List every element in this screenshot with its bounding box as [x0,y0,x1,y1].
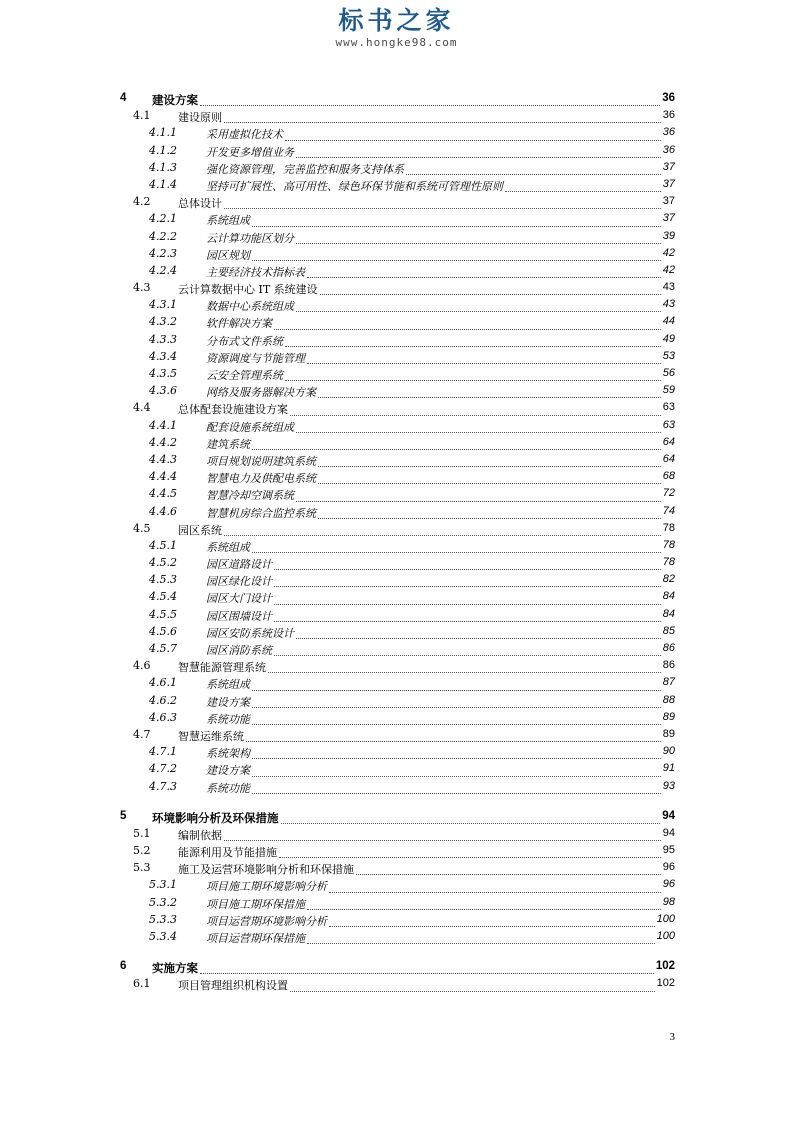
toc-entry[interactable] [0,745,793,762]
toc-entry[interactable] [0,590,793,607]
toc-entry-page: 82 [662,573,675,586]
toc-entry-title: 建设原则 [178,111,222,125]
toc-entry-number: 5.3.3 [149,912,177,926]
toc-entry-title: 园区绿化设计 [206,575,272,589]
toc-entry[interactable] [0,470,793,487]
toc-entry-number: 4.7 [133,727,151,741]
toc-entry-title: 开发更多增值业务 [206,145,294,159]
toc-entry[interactable] [0,896,793,913]
toc-leader-dots [505,191,661,192]
toc-entry-title: 编制依据 [178,828,222,842]
toc-leader-dots [290,991,655,992]
toc-entry[interactable] [0,844,793,861]
toc-entry[interactable] [0,247,793,264]
toc-entry-number: 4.1.4 [149,177,177,191]
toc-leader-dots [224,840,661,841]
toc-entry-page: 91 [662,762,675,775]
toc-entry[interactable] [0,264,793,281]
toc-entry-title: 园区消防系统 [206,644,272,657]
toc-entry[interactable] [0,762,793,779]
toc-entry-page: 59 [662,384,675,397]
toc-entry-title: 施工及运营环境影响分析和环保措施 [178,863,354,877]
toc-entry-title: 系统架构 [206,747,250,761]
toc-entry-number: 5.3.1 [149,878,177,892]
toc-entry-page: 89 [662,710,675,723]
toc-entry[interactable] [0,212,793,229]
toc-entry-page: 36 [662,92,675,104]
toc-entry-page: 86 [662,642,675,654]
toc-entry[interactable] [0,109,793,126]
toc-leader-dots [252,758,661,759]
toc-entry-number: 4.1 [133,109,151,123]
toc-entry-number: 4.2.2 [149,229,177,243]
toc-entry-number: 4.2.3 [149,246,177,260]
toc-leader-dots [274,621,661,622]
page-number: 3 [669,1031,675,1043]
toc-entry[interactable] [0,195,793,212]
toc-entry[interactable] [0,419,793,436]
toc-entry-page: 96 [662,878,675,891]
toc-entry-number: 5 [120,809,127,822]
toc-entry[interactable] [0,608,793,625]
toc-entry[interactable] [0,298,793,315]
toc-entry[interactable] [0,556,793,573]
toc-entry-page: 100 [656,930,675,942]
toc-entry-page: 42 [662,263,675,276]
toc-entry-number: 4.6.3 [149,710,177,724]
toc-entry-title: 资源调度与节能管理 [206,351,305,365]
toc-entry[interactable] [0,960,793,977]
toc-leader-dots [290,415,661,416]
toc-entry[interactable] [0,780,793,797]
toc-entry[interactable] [0,728,793,745]
toc-entry-page: 98 [662,895,675,908]
toc-entry-title: 建设方案 [206,695,250,709]
toc-entry-title: 建设方案 [152,95,198,107]
toc-entry-page: 36 [662,126,675,139]
toc-entry-page: 43 [662,281,675,294]
toc-entry-page: 37 [662,195,675,208]
toc-entry[interactable] [0,505,793,522]
toc-entry[interactable] [0,436,793,453]
toc-leader-dots [318,483,661,484]
toc-entry-number: 4.4.6 [149,504,177,518]
toc-entry-number: 4.2.1 [149,212,177,226]
toc-entry-title: 系统组成 [206,678,250,692]
toc-leader-dots [296,638,661,639]
toc-leader-dots [307,909,661,910]
toc-entry-number: 4.4.2 [149,435,177,449]
toc-leader-dots [274,569,661,570]
toc-entry-title: 园区系统 [178,523,222,537]
toc-entry-number: 4.5.4 [149,590,177,604]
toc-entry-title: 园区道路设计 [206,558,272,572]
toc-entry-number: 4.1.2 [149,143,177,157]
toc-leader-dots [318,518,661,519]
toc-entry-title: 智慧机房综合监控系统 [206,506,316,520]
toc-entry-title: 强化资源管理，完善监控和服务支持体系 [206,162,404,176]
toc-leader-dots [252,260,661,261]
toc-entry[interactable] [0,913,793,930]
toc-leader-dots [224,535,661,536]
toc-entry-number: 4.3.4 [149,349,177,363]
toc-entry-number: 4.5.5 [149,607,177,621]
toc-leader-dots [252,793,661,794]
toc-entry-number: 4.3.6 [149,384,177,398]
toc-entry-title: 项目施工期环境影响分析 [206,880,327,894]
toc-entry-title: 智慧电力及供配电系统 [206,472,316,486]
toc-entry-number: 4.4 [133,401,151,415]
toc-entry-page: 56 [662,367,675,379]
toc-leader-dots [285,346,661,347]
toc-leader-dots [285,140,661,141]
toc-entry-title: 建设方案 [206,764,250,778]
toc-entry-title: 配套设施系统组成 [206,420,294,434]
toc-entry-number: 4.7.2 [149,762,177,776]
toc-entry-page: 39 [662,229,675,242]
toc-entry-number: 4.5 [133,521,151,535]
toc-entry-title: 采用虚拟化技术 [206,128,283,142]
toc-entry[interactable] [0,315,793,332]
toc-entry-page: 102 [655,960,675,973]
toc-leader-dots [252,449,661,450]
toc-entry[interactable] [0,126,793,143]
toc-entry[interactable] [0,573,793,590]
toc-leader-dots [329,926,655,927]
toc-entry-title: 系统功能 [206,712,250,726]
toc-entry-page: 94 [662,826,675,839]
toc-entry-page: 63 [662,418,675,431]
toc-entry-page: 44 [662,315,675,328]
toc-leader-dots [274,604,661,605]
toc-entry-title: 园区大门设计 [206,592,272,606]
toc-entry-title: 园区规划 [206,248,250,262]
toc-leader-dots [252,776,661,777]
toc-entry-title: 系统功能 [206,781,250,795]
toc-entry-number: 4.2.4 [149,263,177,277]
toc-entry[interactable] [0,676,793,693]
toc-entry[interactable] [0,810,793,827]
toc-leader-dots [406,174,661,175]
toc-entry-page: 85 [662,624,675,637]
site-logo [0,6,793,49]
toc-entry[interactable] [0,487,793,504]
toc-leader-dots [200,973,654,974]
toc-entry[interactable] [0,384,793,401]
toc-entry-page: 84 [662,590,675,603]
toc-entry-title: 项目施工期环保措施 [206,897,305,911]
toc-leader-dots [252,690,661,691]
toc-entry-title: 园区围墙设计 [206,609,272,623]
toc-entry[interactable] [0,350,793,367]
toc-entry-number: 4.1.1 [149,126,177,140]
toc-entry-page: 87 [662,676,675,689]
toc-entry-number: 5.3 [133,861,151,875]
toc-entry-title: 云安全管理系统 [206,369,283,382]
toc-entry[interactable] [0,453,793,470]
toc-leader-dots [307,363,661,364]
toc-entry-page: 72 [662,487,675,500]
toc-entry-number: 4.5.1 [149,538,177,552]
toc-entry[interactable] [0,230,793,247]
toc-entry-page: 78 [662,538,675,551]
section-gap [0,947,793,960]
toc-entry-page: 93 [662,779,675,792]
toc-entry-title: 分布式文件系统 [206,334,283,348]
toc-leader-dots [281,823,660,824]
toc-entry-page: 86 [662,659,675,672]
toc-entry-number: 4.3 [133,281,151,295]
toc-entry-number: 4.6.2 [149,693,177,707]
toc-entry[interactable] [0,92,793,109]
toc-leader-dots [224,208,661,209]
toc-entry[interactable] [0,178,793,195]
toc-entry-page: 74 [662,504,675,517]
toc-entry-title: 环境影响分析及环保措施 [152,812,279,825]
toc-entry[interactable] [0,333,793,350]
toc-entry-title: 云计算数据中心 IT 系统建设 [178,283,318,297]
toc-leader-dots [356,874,661,875]
toc-leader-dots [224,122,661,123]
toc-entry-title: 主要经济技术指标表 [206,265,305,279]
toc-entry-title: 项目运营期环境影响分析 [206,914,327,928]
toc-leader-dots [200,105,660,106]
toc-entry-number: 4.2 [133,195,151,209]
toc-entry-number: 4.6 [133,659,151,673]
toc-leader-dots [318,466,661,467]
toc-entry-page: 36 [662,109,675,122]
toc-entry-page: 36 [662,143,675,156]
toc-entry[interactable] [0,827,793,844]
toc-entry-number: 4.1.3 [149,160,177,174]
toc-leader-dots [274,586,661,587]
toc-entry[interactable] [0,861,793,878]
toc-entry-number: 4.5.2 [149,556,177,570]
toc-entry[interactable] [0,161,793,178]
toc-entry-page: 90 [662,745,675,758]
toc-entry-title: 实施方案 [152,963,198,976]
toc-entry-page: 37 [662,177,675,190]
toc-leader-dots [307,943,655,944]
toc-entry-page: 53 [662,349,675,362]
toc-leader-dots [285,380,661,381]
toc-entry-number: 4.7.3 [149,779,177,793]
toc-entry[interactable] [0,711,793,728]
toc-entry[interactable] [0,694,793,711]
toc-leader-dots [296,501,661,502]
toc-entry-page: 63 [662,401,675,414]
toc-entry-title: 坚持可扩展性、高可用性、绿色环保节能和系统可管理性原则 [206,179,503,193]
toc-entry-title: 系统组成 [206,214,250,228]
logo-url: www.hongke98.com [335,36,458,49]
toc-entry-number: 5.1 [133,826,151,840]
toc-entry-page: 37 [662,212,675,225]
toc-entry[interactable] [0,144,793,161]
toc-leader-dots [329,892,661,893]
toc-entry-page: 78 [662,521,675,534]
section-gap [0,797,793,810]
toc-entry-page: 95 [662,844,675,857]
toc-entry-title: 项目管理组织机构设置 [178,979,288,993]
toc-entry-number: 4.4.4 [149,470,177,484]
toc-entry-number: 4.3.2 [149,315,177,329]
toc-entry-page: 42 [662,246,675,259]
toc-entry-number: 4.6.1 [149,676,177,690]
toc-entry-title: 项目运营期环保措施 [206,932,305,945]
toc-entry-title: 总体设计 [178,197,222,211]
toc-entry-number: 6.1 [133,977,151,991]
table-of-contents [0,92,793,995]
toc-entry-page: 64 [662,435,675,448]
toc-entry-title: 园区安防系统设计 [206,626,294,640]
toc-entry-page: 100 [656,912,675,925]
toc-entry-number: 6 [120,960,127,973]
toc-entry-number: 4.5.6 [149,624,177,638]
toc-leader-dots [279,857,661,858]
toc-entry-number: 4.7.1 [149,745,177,759]
toc-entry[interactable] [0,930,793,947]
toc-entry-page: 102 [656,977,675,990]
toc-entry-title: 项目规划说明建筑系统 [206,454,316,468]
toc-leader-dots [252,724,661,725]
toc-entry-page: 43 [662,298,675,311]
toc-entry-page: 94 [662,809,675,822]
toc-leader-dots [296,157,661,158]
toc-entry[interactable] [0,522,793,539]
toc-entry-page: 96 [662,861,675,874]
toc-entry-number: 4.5.7 [149,642,177,655]
toc-leader-dots [246,741,661,742]
toc-entry[interactable] [0,659,793,676]
toc-leader-dots [296,243,661,244]
toc-entry-title: 网络及服务器解决方案 [206,386,316,400]
toc-entry-page: 68 [662,470,675,483]
toc-entry[interactable] [0,878,793,895]
toc-entry-number: 4.4.5 [149,487,177,501]
toc-entry-number: 4.3.5 [149,367,177,380]
toc-entry[interactable] [0,401,793,418]
toc-entry[interactable] [0,977,793,994]
toc-entry-title: 建筑系统 [206,437,250,451]
toc-entry-page: 88 [662,693,675,706]
toc-entry-page: 84 [662,607,675,620]
toc-entry[interactable] [0,367,793,384]
toc-leader-dots [320,294,661,295]
toc-entry-number: 5.3.2 [149,895,177,909]
toc-leader-dots [268,672,661,673]
toc-entry[interactable] [0,281,793,298]
toc-entry-number: 4 [120,92,127,104]
toc-entry-page: 89 [662,727,675,740]
toc-entry-number: 4.4.1 [149,418,177,432]
toc-entry-page: 49 [662,332,675,345]
toc-entry-title: 数据中心系统组成 [206,300,294,314]
toc-entry-title: 软件解决方案 [206,317,272,331]
toc-entry[interactable] [0,642,793,659]
toc-entry-number: 5.3.4 [149,930,177,943]
toc-leader-dots [296,311,661,312]
toc-entry-page: 37 [662,160,675,173]
toc-entry[interactable] [0,539,793,556]
toc-leader-dots [318,397,661,398]
toc-entry-title: 系统组成 [206,540,250,554]
toc-entry-page: 64 [662,452,675,465]
toc-entry-title: 云计算功能区划分 [206,231,294,245]
toc-entry-number: 4.5.3 [149,573,177,587]
toc-entry-number: 5.2 [133,844,151,858]
toc-entry-page: 78 [662,556,675,569]
toc-entry-title: 能源利用及节能措施 [178,846,277,860]
toc-entry-title: 总体配套设施建设方案 [178,403,288,417]
toc-leader-dots [274,655,661,656]
toc-entry-title: 智慧运维系统 [178,729,244,743]
toc-leader-dots [252,226,661,227]
toc-entry[interactable] [0,625,793,642]
toc-entry-number: 4.4.3 [149,452,177,466]
toc-leader-dots [252,707,661,708]
toc-entry-number: 4.3.3 [149,332,177,346]
toc-entry-title: 智慧能源管理系统 [178,661,266,675]
toc-leader-dots [296,432,661,433]
toc-entry-title: 智慧冷却空调系统 [206,489,294,503]
toc-entry-number: 4.3.1 [149,298,177,312]
toc-leader-dots [274,329,661,330]
toc-leader-dots [252,552,661,553]
logo-title: 标书之家 [338,6,455,35]
toc-leader-dots [307,277,661,278]
